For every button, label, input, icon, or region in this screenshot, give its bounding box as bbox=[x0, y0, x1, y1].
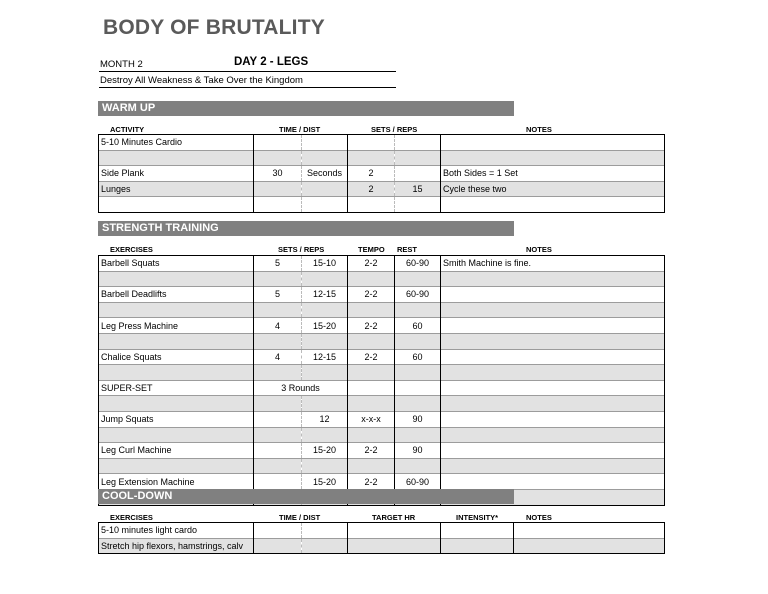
exercise-cell[interactable]: Barbell Deadlifts bbox=[99, 287, 254, 303]
exercise-cell[interactable]: Barbell Squats bbox=[99, 256, 254, 272]
reps-cell[interactable]: 15-10 bbox=[302, 256, 348, 272]
strength-table bbox=[98, 255, 665, 506]
exercise-cell[interactable] bbox=[99, 458, 254, 474]
notes-cell[interactable]: Smith Machine is fine. bbox=[441, 256, 665, 272]
col-exercises: EXERCISES bbox=[110, 513, 153, 522]
notes-cell[interactable]: Cycle these two bbox=[441, 181, 665, 197]
rest-cell[interactable] bbox=[395, 365, 441, 381]
notes-cell[interactable] bbox=[441, 135, 665, 151]
tempo-cell[interactable] bbox=[348, 333, 395, 349]
exercise-cell[interactable]: 5-10 minutes light cardo bbox=[99, 523, 254, 539]
reps-cell[interactable] bbox=[302, 365, 348, 381]
table-row bbox=[99, 443, 665, 459]
tempo-cell[interactable]: 2-2 bbox=[348, 318, 395, 334]
strength-section-bar: STRENGTH TRAINING bbox=[98, 221, 514, 236]
sets-cell[interactable] bbox=[348, 197, 395, 213]
motto-text: Destroy All Weakness & Take Over the Kingdom bbox=[100, 75, 303, 86]
intensity-cell[interactable] bbox=[441, 523, 514, 539]
reps-cell[interactable]: 12-15 bbox=[302, 287, 348, 303]
time-cell[interactable] bbox=[254, 197, 302, 213]
table-row bbox=[99, 538, 665, 554]
notes-cell[interactable] bbox=[441, 333, 665, 349]
tempo-cell[interactable]: 2-2 bbox=[348, 474, 395, 490]
notes-cell[interactable] bbox=[441, 197, 665, 213]
sets-cell[interactable] bbox=[348, 150, 395, 166]
reps-cell[interactable] bbox=[302, 333, 348, 349]
reps-cell[interactable] bbox=[395, 166, 441, 182]
table-row bbox=[99, 333, 665, 349]
rest-cell[interactable] bbox=[395, 333, 441, 349]
exercise-cell[interactable] bbox=[99, 271, 254, 287]
table-row bbox=[99, 271, 665, 287]
tempo-cell[interactable] bbox=[348, 271, 395, 287]
reps-cell[interactable]: 15-20 bbox=[302, 318, 348, 334]
sets-cell[interactable] bbox=[254, 443, 302, 459]
time-cell[interactable] bbox=[254, 538, 302, 554]
rest-cell[interactable] bbox=[395, 458, 441, 474]
notes-cell[interactable] bbox=[441, 411, 665, 427]
table-row bbox=[99, 474, 665, 490]
table-row bbox=[99, 135, 665, 151]
sets-cell[interactable]: 2 bbox=[348, 181, 395, 197]
notes-cell[interactable] bbox=[441, 271, 665, 287]
table-row bbox=[99, 181, 665, 197]
sets-cell[interactable]: 2 bbox=[348, 166, 395, 182]
rest-cell[interactable]: 60-90 bbox=[395, 287, 441, 303]
col-target-hr: TARGET HR bbox=[372, 513, 416, 522]
rounds-cell[interactable]: 3 Rounds bbox=[254, 380, 348, 396]
target-hr-cell[interactable] bbox=[348, 538, 441, 554]
table-row bbox=[99, 411, 665, 427]
reps-cell[interactable]: 15 bbox=[395, 181, 441, 197]
reps-cell[interactable] bbox=[302, 396, 348, 412]
tempo-cell[interactable]: 2-2 bbox=[348, 443, 395, 459]
activity-cell[interactable] bbox=[99, 197, 254, 213]
sets-cell[interactable] bbox=[348, 135, 395, 151]
table-row bbox=[99, 365, 665, 381]
header-underline bbox=[99, 71, 396, 72]
table-row bbox=[99, 380, 665, 396]
table-row bbox=[99, 318, 665, 334]
time-cell[interactable] bbox=[254, 150, 302, 166]
table-row bbox=[99, 396, 665, 412]
unit-cell[interactable]: Seconds bbox=[302, 166, 348, 182]
reps-cell[interactable] bbox=[302, 271, 348, 287]
activity-cell[interactable]: 5-10 Minutes Cardio bbox=[99, 135, 254, 151]
reps-cell[interactable] bbox=[395, 197, 441, 213]
rest-cell[interactable] bbox=[395, 302, 441, 318]
notes-cell[interactable] bbox=[441, 458, 665, 474]
exercise-cell[interactable]: Chalice Squats bbox=[99, 349, 254, 365]
col-notes: NOTES bbox=[526, 513, 552, 522]
activity-cell[interactable]: Side Plank bbox=[99, 166, 254, 182]
col-exercises: EXERCISES bbox=[110, 245, 153, 254]
col-sets-reps: SETS / REPS bbox=[371, 125, 418, 134]
unit-cell[interactable] bbox=[302, 197, 348, 213]
notes-cell[interactable] bbox=[441, 427, 665, 443]
exercise-cell[interactable] bbox=[99, 427, 254, 443]
notes-cell[interactable] bbox=[441, 318, 665, 334]
exercise-cell[interactable] bbox=[99, 365, 254, 381]
sets-cell[interactable]: 4 bbox=[254, 349, 302, 365]
sets-cell[interactable] bbox=[254, 474, 302, 490]
unit-cell[interactable] bbox=[302, 150, 348, 166]
exercise-cell[interactable]: Leg Curl Machine bbox=[99, 443, 254, 459]
notes-cell[interactable] bbox=[441, 443, 665, 459]
notes-cell[interactable] bbox=[441, 365, 665, 381]
table-row bbox=[99, 197, 665, 213]
time-cell[interactable] bbox=[254, 523, 302, 539]
table-row bbox=[99, 166, 665, 182]
rest-cell[interactable] bbox=[395, 271, 441, 287]
reps-cell[interactable]: 12-15 bbox=[302, 349, 348, 365]
time-cell[interactable] bbox=[254, 181, 302, 197]
motto-underline bbox=[99, 87, 396, 88]
cooldown-section-bar: COOL-DOWN bbox=[98, 489, 514, 504]
cooldown-table bbox=[98, 522, 665, 554]
reps-cell[interactable] bbox=[395, 150, 441, 166]
time-cell[interactable]: 30 bbox=[254, 166, 302, 182]
sheet-title: BODY OF BRUTALITY bbox=[103, 16, 325, 39]
table-row bbox=[99, 523, 665, 539]
col-notes: NOTES bbox=[526, 245, 552, 254]
reps-cell[interactable] bbox=[302, 458, 348, 474]
reps-cell[interactable] bbox=[302, 427, 348, 443]
notes-cell[interactable] bbox=[441, 396, 665, 412]
exercise-cell[interactable]: Jump Squats bbox=[99, 411, 254, 427]
rest-cell[interactable]: 60-90 bbox=[395, 256, 441, 272]
sets-cell[interactable] bbox=[254, 365, 302, 381]
warmup-section-bar: WARM UP bbox=[98, 101, 514, 116]
notes-cell[interactable] bbox=[441, 474, 665, 490]
table-row bbox=[99, 256, 665, 272]
exercise-cell[interactable] bbox=[99, 333, 254, 349]
exercise-cell[interactable]: SUPER-SET bbox=[99, 380, 254, 396]
sets-cell[interactable]: 4 bbox=[254, 318, 302, 334]
tempo-cell[interactable] bbox=[348, 396, 395, 412]
tempo-cell[interactable] bbox=[348, 302, 395, 318]
sets-cell[interactable] bbox=[254, 396, 302, 412]
activity-cell[interactable]: Lunges bbox=[99, 181, 254, 197]
target-hr-cell[interactable] bbox=[348, 523, 441, 539]
rest-cell[interactable]: 90 bbox=[395, 411, 441, 427]
tempo-cell[interactable] bbox=[348, 427, 395, 443]
intensity-cell[interactable] bbox=[441, 538, 514, 554]
table-row bbox=[99, 302, 665, 318]
sets-cell[interactable] bbox=[254, 427, 302, 443]
unit-cell[interactable] bbox=[302, 523, 348, 539]
unit-cell[interactable] bbox=[302, 181, 348, 197]
rest-cell[interactable] bbox=[395, 380, 441, 396]
table-row bbox=[99, 458, 665, 474]
time-cell[interactable] bbox=[254, 135, 302, 151]
exercise-cell[interactable]: Leg Extension Machine bbox=[99, 474, 254, 490]
tempo-cell[interactable]: 2-2 bbox=[348, 349, 395, 365]
col-sets-reps: SETS / REPS bbox=[278, 245, 325, 254]
table-row bbox=[99, 349, 665, 365]
rest-cell[interactable] bbox=[395, 396, 441, 412]
table-row bbox=[99, 287, 665, 303]
unit-cell[interactable] bbox=[302, 538, 348, 554]
sets-cell[interactable] bbox=[254, 411, 302, 427]
col-tempo: TEMPO bbox=[358, 245, 385, 254]
activity-cell[interactable] bbox=[99, 150, 254, 166]
exercise-cell[interactable]: Stretch hip flexors, hamstrings, calv bbox=[99, 538, 254, 554]
notes-cell[interactable] bbox=[514, 523, 665, 539]
notes-cell[interactable]: Both Sides = 1 Set bbox=[441, 166, 665, 182]
sets-cell[interactable] bbox=[254, 271, 302, 287]
reps-cell[interactable] bbox=[302, 302, 348, 318]
exercise-cell[interactable] bbox=[99, 396, 254, 412]
rest-cell[interactable]: 60-90 bbox=[395, 474, 441, 490]
warmup-table bbox=[98, 134, 665, 213]
sets-cell[interactable] bbox=[254, 302, 302, 318]
unit-cell[interactable] bbox=[302, 135, 348, 151]
sets-cell[interactable]: 5 bbox=[254, 256, 302, 272]
tempo-cell[interactable] bbox=[348, 380, 395, 396]
col-rest: REST bbox=[397, 245, 418, 254]
reps-cell[interactable]: 12 bbox=[302, 411, 348, 427]
table-row bbox=[99, 150, 665, 166]
rest-cell[interactable]: 90 bbox=[395, 443, 441, 459]
rest-cell[interactable]: 60 bbox=[395, 349, 441, 365]
exercise-cell[interactable] bbox=[99, 302, 254, 318]
rest-cell[interactable]: 60 bbox=[395, 318, 441, 334]
month-label: MONTH 2 bbox=[100, 59, 143, 70]
tempo-cell[interactable]: 2-2 bbox=[348, 287, 395, 303]
notes-cell[interactable] bbox=[514, 538, 665, 554]
tempo-cell[interactable] bbox=[348, 458, 395, 474]
reps-cell[interactable]: 15-20 bbox=[302, 474, 348, 490]
sets-cell[interactable] bbox=[254, 333, 302, 349]
notes-cell[interactable] bbox=[441, 349, 665, 365]
col-notes: NOTES bbox=[526, 125, 552, 134]
col-time-dist: TIME / DIST bbox=[279, 125, 321, 134]
notes-cell[interactable] bbox=[441, 150, 665, 166]
day-label: DAY 2 - LEGS bbox=[234, 56, 309, 68]
notes-cell[interactable] bbox=[441, 287, 665, 303]
exercise-cell[interactable]: Leg Press Machine bbox=[99, 318, 254, 334]
col-intensity: INTENSITY* bbox=[456, 513, 499, 522]
col-time-dist: TIME / DIST bbox=[279, 513, 321, 522]
tempo-cell[interactable]: 2-2 bbox=[348, 256, 395, 272]
tempo-cell[interactable] bbox=[348, 365, 395, 381]
col-activity: ACTIVITY bbox=[110, 125, 145, 134]
tempo-cell[interactable]: x-x-x bbox=[348, 411, 395, 427]
sets-cell[interactable]: 5 bbox=[254, 287, 302, 303]
sets-cell[interactable] bbox=[254, 458, 302, 474]
notes-cell[interactable] bbox=[441, 302, 665, 318]
notes-cell[interactable] bbox=[441, 380, 665, 396]
table-row bbox=[99, 427, 665, 443]
reps-cell[interactable]: 15-20 bbox=[302, 443, 348, 459]
rest-cell[interactable] bbox=[395, 427, 441, 443]
reps-cell[interactable] bbox=[395, 135, 441, 151]
